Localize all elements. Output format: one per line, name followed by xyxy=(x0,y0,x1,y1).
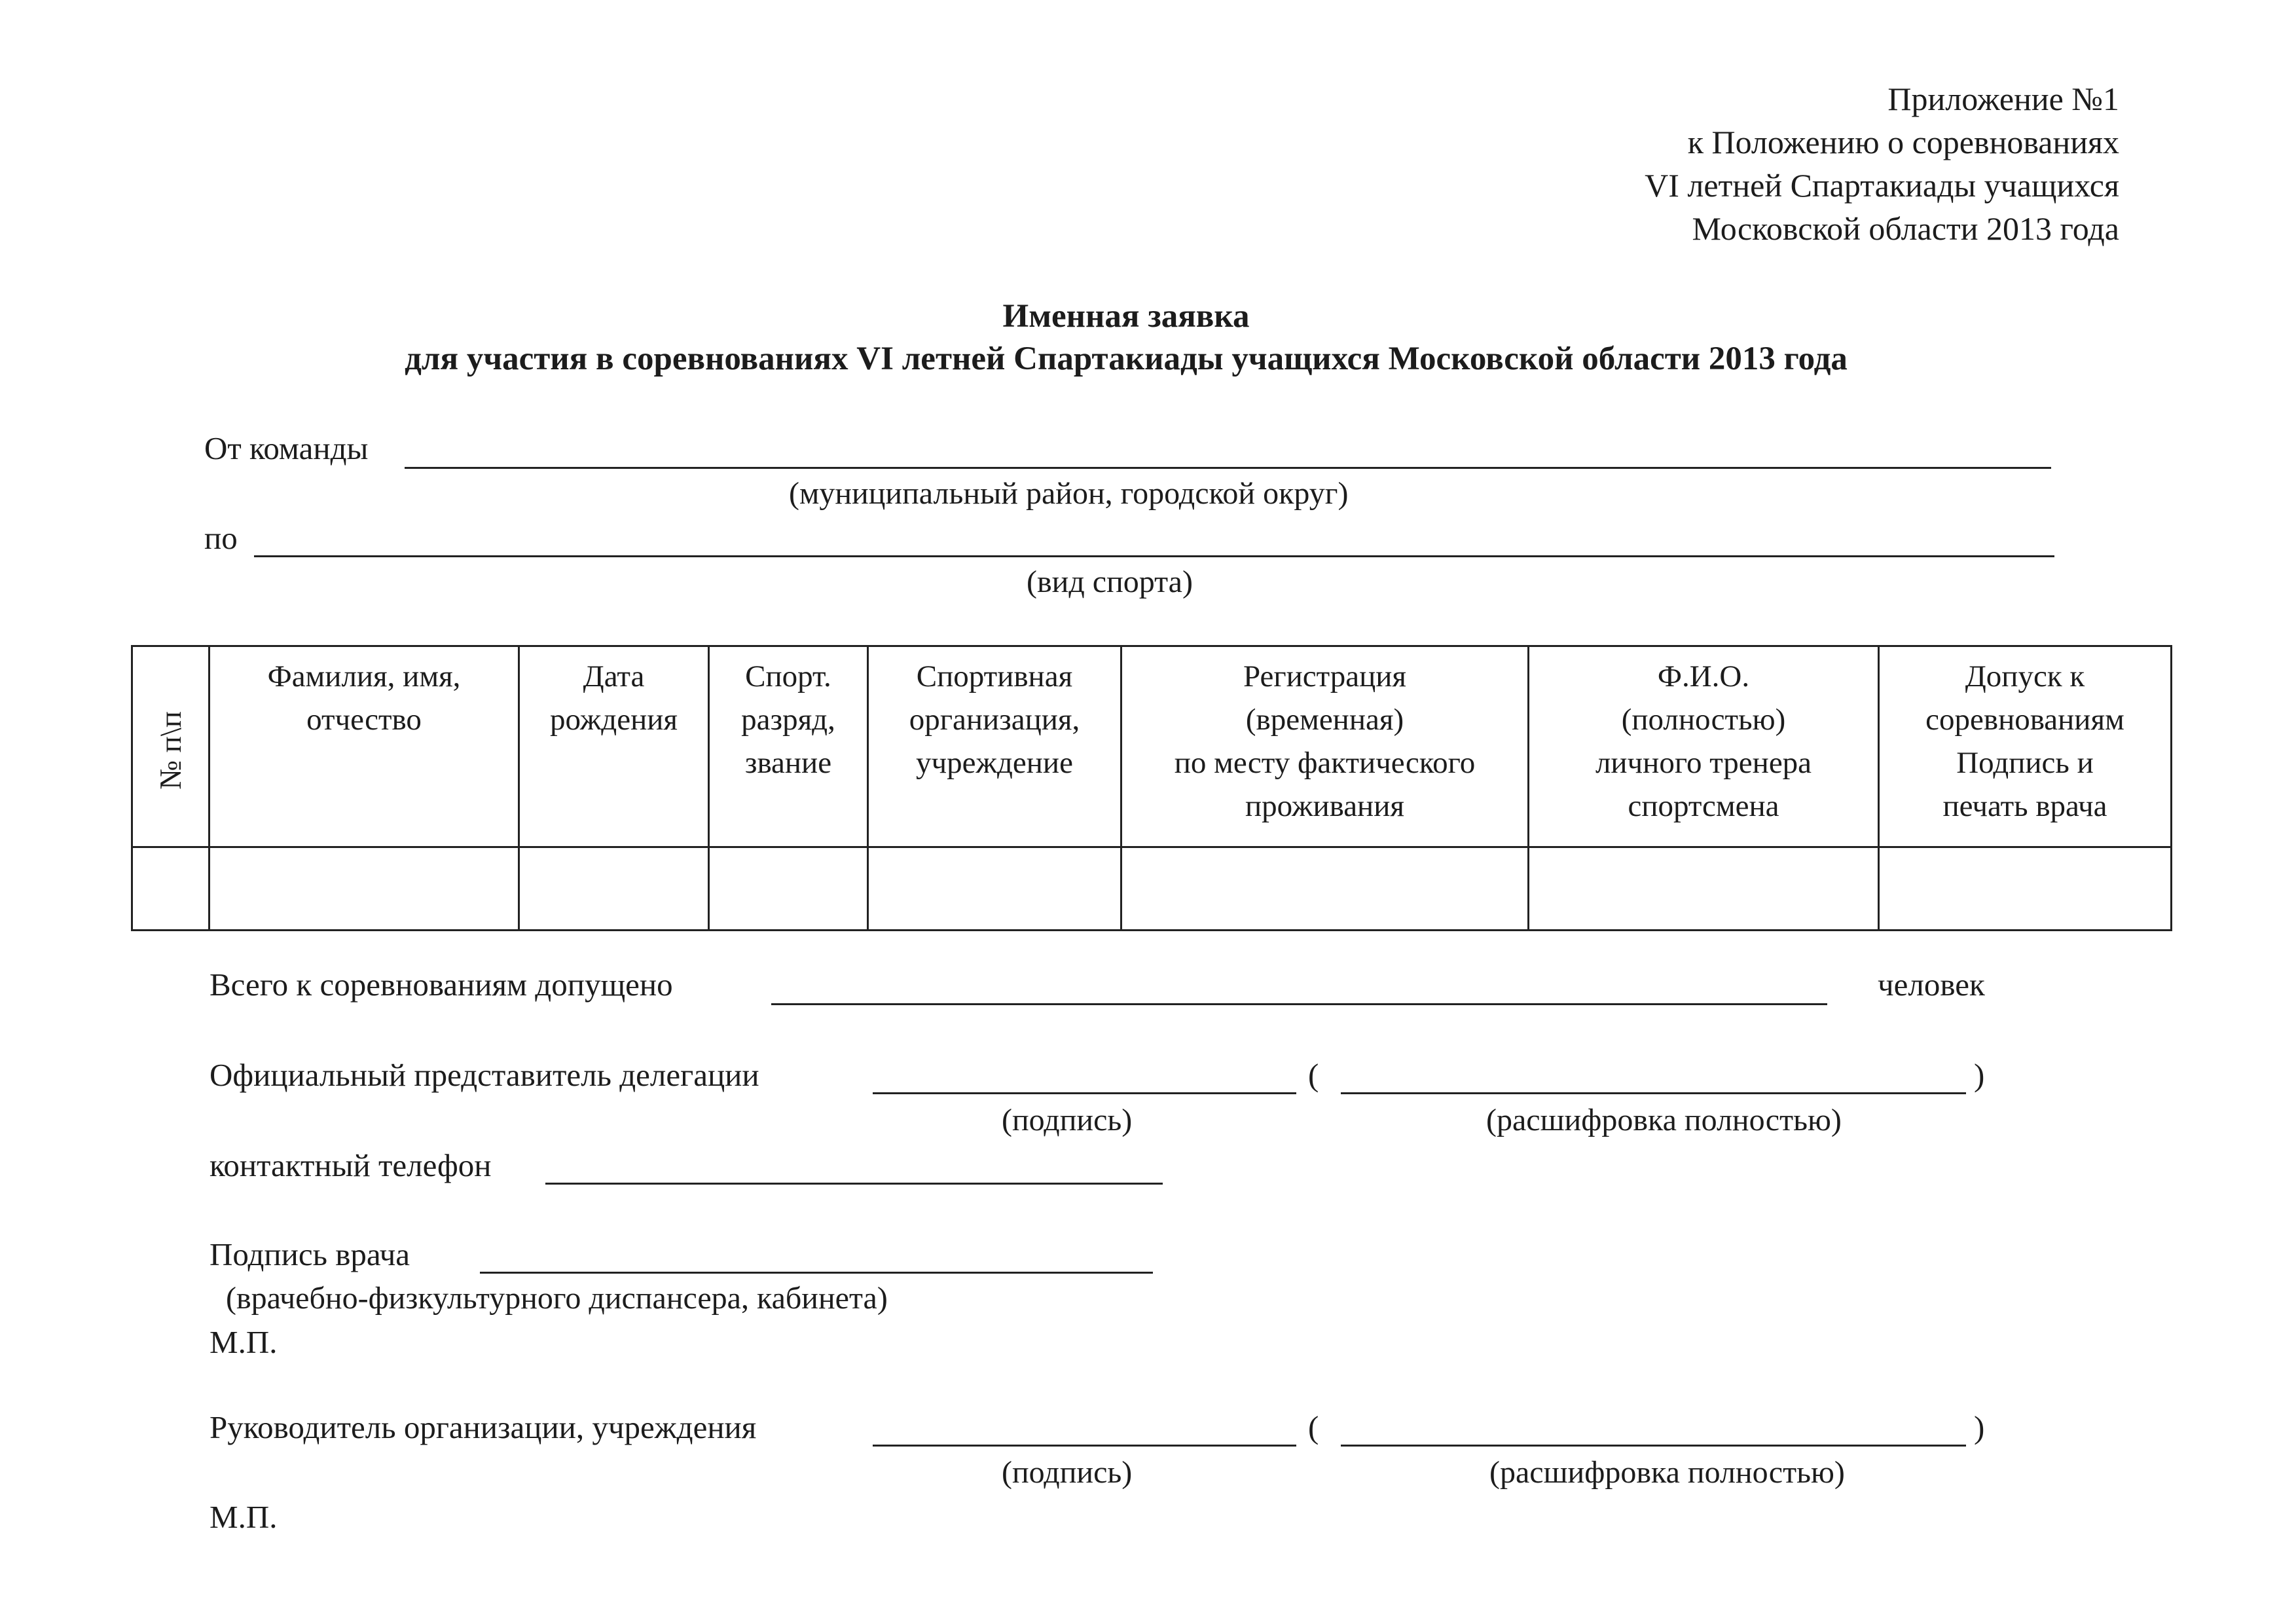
header-sport-organization: Спортивная организация, учреждение xyxy=(868,646,1121,847)
form-title: Именная заявка xyxy=(1002,298,1250,335)
doctor-stamp-label: М.П. xyxy=(210,1324,278,1360)
header-birth-date: Дата рождения xyxy=(519,646,709,847)
phone-label: контактный телефон xyxy=(210,1147,492,1183)
official-close-paren: ) xyxy=(1974,1057,1985,1093)
doctor-label: Подпись врача xyxy=(210,1236,410,1272)
head-label: Руководитель организации, учреждения xyxy=(210,1409,757,1445)
header-number-label: № п\п xyxy=(153,711,188,790)
head-stamp-label: М.П. xyxy=(210,1499,278,1535)
cell-sport-rank[interactable] xyxy=(709,847,868,931)
appendix-line-3: VI летней Спартакиады учащихся xyxy=(1645,167,2119,204)
doctor-signature-field[interactable] xyxy=(480,1272,1153,1274)
appendix-block xyxy=(1645,77,2119,250)
team-field[interactable] xyxy=(405,467,2051,469)
header-number xyxy=(132,646,210,847)
official-signature-caption: (подпись) xyxy=(1002,1103,1133,1137)
head-signature-field[interactable] xyxy=(873,1445,1296,1447)
head-name-field[interactable] xyxy=(1341,1445,1966,1447)
team-label: От команды xyxy=(204,430,369,466)
cell-number[interactable] xyxy=(132,847,210,931)
header-full-name: Фамилия, имя, отчество xyxy=(210,646,519,847)
entry-table xyxy=(131,645,2172,931)
sport-label: по xyxy=(204,520,238,556)
cell-sport-organization[interactable] xyxy=(868,847,1121,931)
header-coach-name: Ф.И.О. (полностью) личного тренера спортсмена xyxy=(1529,646,1879,847)
admitted-unit: человек xyxy=(1878,967,1985,1003)
header-registration: Регистрация (временная) по месту фактического проживания xyxy=(1121,646,1529,847)
table-row xyxy=(132,847,2172,931)
head-decode-caption: (расшифровка полностью) xyxy=(1489,1455,1845,1490)
sport-caption: (вид спорта) xyxy=(1027,564,1193,599)
sport-field[interactable] xyxy=(254,555,2054,557)
header-doctor-admission: Допуск к соревнованиям Подпись и печать врача xyxy=(1879,646,2172,847)
official-decode-caption: (расшифровка полностью) xyxy=(1486,1103,1842,1137)
form-subtitle: для участия в соревнованиях VI летней Спартакиады учащихся Московской области 2013 года xyxy=(405,341,1848,377)
official-open-paren: ( xyxy=(1308,1057,1319,1093)
appendix-line-4: Московской области 2013 года xyxy=(1692,210,2119,247)
head-close-paren: ) xyxy=(1974,1409,1985,1445)
head-open-paren: ( xyxy=(1308,1409,1319,1445)
cell-registration[interactable] xyxy=(1121,847,1529,931)
cell-doctor-admission[interactable] xyxy=(1879,847,2172,931)
appendix-line-1: Приложение №1 xyxy=(1887,81,2119,117)
official-name-field[interactable] xyxy=(1341,1092,1966,1094)
appendix-line-2: к Положению о соревнованиях xyxy=(1687,124,2119,160)
admitted-count-field[interactable] xyxy=(771,1003,1827,1005)
doctor-caption: (врачебно-физкультурного диспансера, кабинета) xyxy=(226,1281,888,1316)
cell-birth-date[interactable] xyxy=(519,847,709,931)
official-label: Официальный представитель делегации xyxy=(210,1057,759,1093)
header-sport-rank: Спорт. разряд, звание xyxy=(709,646,868,847)
team-caption: (муниципальный район, городской округ) xyxy=(789,476,1349,511)
phone-field[interactable] xyxy=(545,1183,1163,1185)
official-signature-field[interactable] xyxy=(873,1092,1296,1094)
cell-full-name[interactable] xyxy=(210,847,519,931)
cell-coach-name[interactable] xyxy=(1529,847,1879,931)
admitted-label: Всего к соревнованиям допущено xyxy=(210,967,673,1003)
head-signature-caption: (подпись) xyxy=(1002,1455,1133,1490)
table-header-row xyxy=(132,646,2172,847)
